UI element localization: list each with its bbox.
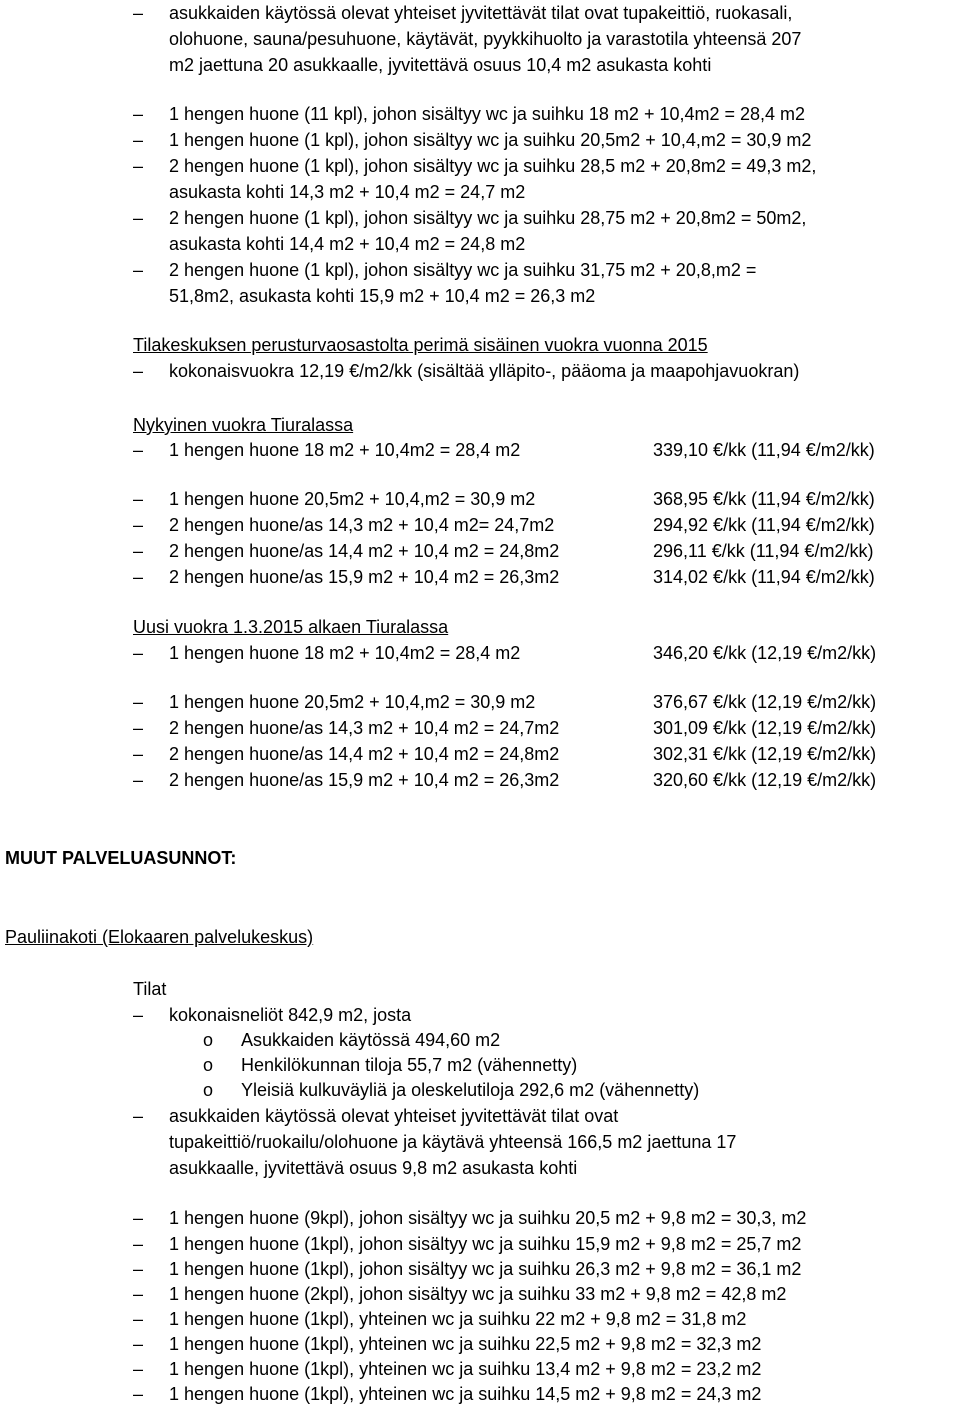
room-item: 1 hengen huone (11 kpl), johon sisältyy wc ja suihku 18 m2 + 10,4m2 = 28,4 m2	[169, 104, 806, 124]
bullet-dash-icon: –	[133, 104, 144, 124]
spaces-heading: Tilat	[133, 979, 167, 999]
sub-area-item: Henkilökunnan tiloja 55,7 m2 (vähennetty)	[241, 1055, 578, 1075]
bullet-dash-icon: –	[133, 770, 144, 790]
new-rent-heading: Uusi vuokra 1.3.2015 alkaen Tiuralassa	[133, 617, 449, 637]
room-item: 2 hengen huone (1 kpl), johon sisältyy wc ja suihku 28,75 m2 + 20,8m2 = 50m2,	[169, 208, 807, 228]
bullet-dash-icon: –	[133, 1284, 144, 1304]
room-item-continuation: asukasta kohti 14,3 m2 + 10,4 m2 = 24,7 m2	[169, 182, 526, 202]
room-item-continuation: asukasta kohti 14,4 m2 + 10,4 m2 = 24,8 m2	[169, 234, 526, 254]
bullet-dash-icon: –	[133, 208, 144, 228]
total-area-item: kokonaisneliöt 842,9 m2, josta	[169, 1005, 412, 1025]
rent-amount: 320,60 €/kk (12,19 €/m2/kk)	[653, 770, 877, 790]
rent-amount: 296,11 €/kk (11,94 €/m2/kk)	[653, 541, 874, 561]
section-heading: MUUT PALVELUASUNNOT:	[5, 848, 237, 868]
bullet-dash-icon: –	[133, 541, 144, 561]
room-item: 1 hengen huone (1kpl), yhteinen wc ja suihku 22,5 m2 + 9,8 m2 = 32,3 m2	[169, 1334, 762, 1354]
rent-room: 2 hengen huone/as 14,3 m2 + 10,4 m2 = 24,7m2	[169, 718, 560, 738]
rent-amount: 294,92 €/kk (11,94 €/m2/kk)	[653, 515, 875, 535]
rent-room: 2 hengen huone/as 15,9 m2 + 10,4 m2 = 26,3m2	[169, 770, 560, 790]
common-spaces-line: olohuone, sauna/pesuhuone, käytävät, pyykkihuolto ja varastotila yhteensä 207	[169, 29, 802, 49]
bullet-dash-icon: –	[133, 1309, 144, 1329]
room-item: 1 hengen huone (1kpl), johon sisältyy wc ja suihku 26,3 m2 + 9,8 m2 = 36,1 m2	[169, 1259, 802, 1279]
internal-rent-heading: Tilakeskuksen perusturvaosastolta perimä sisäinen vuokra vuonna 2015	[133, 335, 708, 355]
room-item: 1 hengen huone (2kpl), johon sisältyy wc ja suihku 33 m2 + 9,8 m2 = 42,8 m2	[169, 1284, 787, 1304]
bullet-dash-icon: –	[133, 1334, 144, 1354]
room-item: 1 hengen huone (9kpl), johon sisältyy wc ja suihku 20,5 m2 + 9,8 m2 = 30,3, m2	[169, 1208, 807, 1228]
rent-amount: 314,02 €/kk (11,94 €/m2/kk)	[653, 567, 875, 587]
bullet-dash-icon: –	[133, 156, 144, 176]
room-item: 1 hengen huone (1 kpl), johon sisältyy wc ja suihku 20,5m2 + 10,4,m2 = 30,9 m2	[169, 130, 812, 150]
rent-room: 1 hengen huone 20,5m2 + 10,4,m2 = 30,9 m2	[169, 489, 536, 509]
bullet-dash-icon: –	[133, 1384, 144, 1404]
bullet-dash-icon: –	[133, 744, 144, 764]
bullet-dash-icon: –	[133, 718, 144, 738]
internal-rent-item: kokonaisvuokra 12,19 €/m2/kk (sisältää ylläpito-, pääoma ja maapohjavuokran)	[169, 361, 800, 381]
rent-room: 1 hengen huone 18 m2 + 10,4m2 = 28,4 m2	[169, 440, 521, 460]
bullet-dash-icon: –	[133, 489, 144, 509]
bullet-dash-icon: –	[133, 692, 144, 712]
rent-amount: 301,09 €/kk (12,19 €/m2/kk)	[653, 718, 877, 738]
rent-room: 2 hengen huone/as 14,3 m2 + 10,4 m2= 24,7m2	[169, 515, 555, 535]
bullet-dash-icon: –	[133, 515, 144, 535]
room-item: 1 hengen huone (1kpl), yhteinen wc ja suihku 14,5 m2 + 9,8 m2 = 24,3 m2	[169, 1384, 762, 1404]
bullet-dash-icon: –	[133, 361, 144, 381]
bullet-dash-icon: –	[133, 1005, 144, 1025]
rent-amount: 302,31 €/kk (12,19 €/m2/kk)	[653, 744, 877, 764]
rent-room: 1 hengen huone 20,5m2 + 10,4,m2 = 30,9 m2	[169, 692, 536, 712]
bullet-circle-icon: o	[203, 1055, 214, 1075]
bullet-dash-icon: –	[133, 1359, 144, 1379]
bullet-circle-icon: o	[203, 1080, 214, 1100]
room-item: 1 hengen huone (1kpl), johon sisältyy wc ja suihku 15,9 m2 + 9,8 m2 = 25,7 m2	[169, 1234, 802, 1254]
room-item: 2 hengen huone (1 kpl), johon sisältyy wc ja suihku 28,5 m2 + 20,8m2 = 49,3 m2,	[169, 156, 817, 176]
bullet-dash-icon: –	[133, 3, 144, 23]
common-spaces-line: asukkaiden käytössä olevat yhteiset jyvitettävät tilat ovat	[169, 1106, 619, 1126]
common-spaces-line: m2 jaettuna 20 asukkaalle, jyvitettävä osuus 10,4 m2 asukasta kohti	[169, 55, 712, 75]
bullet-dash-icon: –	[133, 1208, 144, 1228]
rent-room: 1 hengen huone 18 m2 + 10,4m2 = 28,4 m2	[169, 643, 521, 663]
bullet-dash-icon: –	[133, 643, 144, 663]
bullet-dash-icon: –	[133, 567, 144, 587]
bullet-dash-icon: –	[133, 1259, 144, 1279]
room-item: 2 hengen huone (1 kpl), johon sisältyy wc ja suihku 31,75 m2 + 20,8,m2 =	[169, 260, 757, 280]
rent-room: 2 hengen huone/as 14,4 m2 + 10,4 m2 = 24,8m2	[169, 541, 560, 561]
sub-area-item: Asukkaiden käytössä 494,60 m2	[241, 1030, 501, 1050]
bullet-dash-icon: –	[133, 1234, 144, 1254]
rent-amount: 368,95 €/kk (11,94 €/m2/kk)	[653, 489, 875, 509]
rent-room: 2 hengen huone/as 15,9 m2 + 10,4 m2 = 26,3m2	[169, 567, 560, 587]
bullet-dash-icon: –	[133, 130, 144, 150]
rent-amount: 376,67 €/kk (12,19 €/m2/kk)	[653, 692, 877, 712]
common-spaces-line: tupakeittiö/ruokailu/olohuone ja käytävä yhteensä 166,5 m2 jaettuna 17	[169, 1132, 737, 1152]
room-item: 1 hengen huone (1kpl), yhteinen wc ja suihku 22 m2 + 9,8 m2 = 31,8 m2	[169, 1309, 747, 1329]
subsection-heading: Pauliinakoti (Elokaaren palvelukeskus)	[5, 927, 314, 947]
bullet-circle-icon: o	[203, 1030, 214, 1050]
current-rent-heading: Nykyinen vuokra Tiuralassa	[133, 415, 354, 435]
sub-area-item: Yleisiä kulkuväyliä ja oleskelutiloja 292,6 m2 (vähennetty)	[241, 1080, 700, 1100]
bullet-dash-icon: –	[133, 260, 144, 280]
bullet-dash-icon: –	[133, 440, 144, 460]
common-spaces-line: asukkaalle, jyvitettävä osuus 9,8 m2 asukasta kohti	[169, 1158, 578, 1178]
rent-amount: 346,20 €/kk (12,19 €/m2/kk)	[653, 643, 877, 663]
rent-room: 2 hengen huone/as 14,4 m2 + 10,4 m2 = 24,8m2	[169, 744, 560, 764]
common-spaces-line: asukkaiden käytössä olevat yhteiset jyvitettävät tilat ovat tupakeittiö, ruokasali,	[169, 3, 793, 23]
room-item: 1 hengen huone (1kpl), yhteinen wc ja suihku 13,4 m2 + 9,8 m2 = 23,2 m2	[169, 1359, 762, 1379]
bullet-dash-icon: –	[133, 1106, 144, 1126]
rent-amount: 339,10 €/kk (11,94 €/m2/kk)	[653, 440, 875, 460]
room-item-continuation: 51,8m2, asukasta kohti 15,9 m2 + 10,4 m2 = 26,3 m2	[169, 286, 596, 306]
